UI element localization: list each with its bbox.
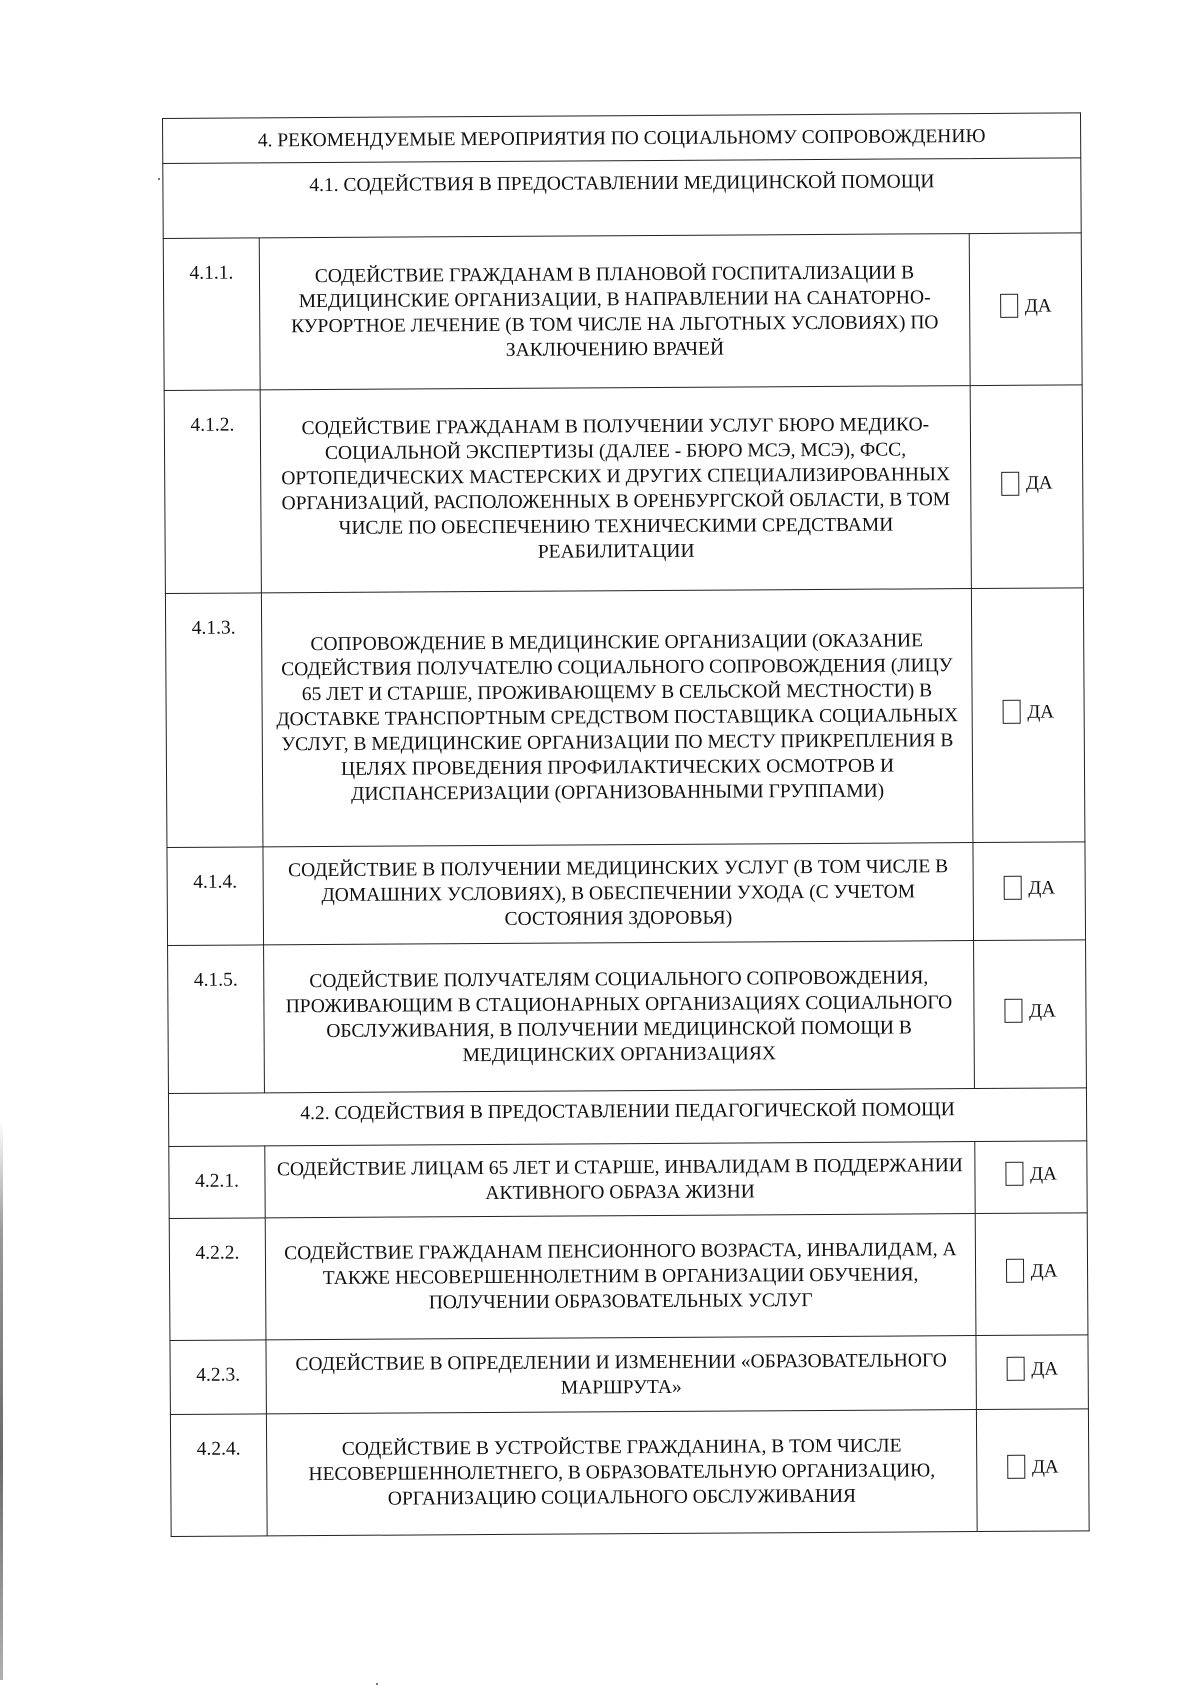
yes-checkbox-label: ДА: [1030, 1260, 1058, 1282]
table-row: [170, 1409, 1089, 1537]
section-header-row: [163, 113, 1081, 164]
yes-checkbox-group[interactable]: [1006, 1356, 1058, 1381]
table-row: [168, 940, 1087, 1094]
item-text: СОДЕЙСТВИЕ ПОЛУЧАТЕЛЯМ СОЦИАЛЬНОГО СОПРОВОЖДЕНИЯ, ПРОЖИВАЮЩИМ В СТАЦИОНАРНЫХ ОРГАНИЗАЦИЯХ СОЦИАЛЬНОГО ОБСЛУЖИВАНИЯ, В ПОЛУЧЕНИИ МЕДИЦИНСКОЙ ПОМОЩИ В МЕДИЦИНСКИХ ОРГАНИЗАЦИЯХ: [264, 941, 975, 1093]
item-text: СОДЕЙСТВИЕ ГРАЖДАНАМ В ПЛАНОВОЙ ГОСПИТАЛИЗАЦИИ В МЕДИЦИНСКИЕ ОРГАНИЗАЦИИ, В НАПРАВЛЕНИИ НА САНАТОРНО-КУРОРТНОЕ ЛЕЧЕНИЕ (В ТОМ ЧИСЛЕ НА ЛЬГОТНЫХ УСЛОВИЯХ) ПО ЗАКЛЮЧЕНИЮ ВРАЧЕЙ: [259, 234, 970, 390]
table-row: [170, 1335, 1088, 1415]
item-number: 4.2.3.: [170, 1340, 266, 1415]
yes-checkbox-label: ДА: [1025, 472, 1053, 494]
item-number: 4.1.3.: [165, 593, 263, 848]
item-check-cell: [971, 588, 1085, 843]
yes-checkbox-group[interactable]: [1003, 875, 1055, 900]
item-check-cell: [974, 940, 1087, 1089]
subsection-header-row: [163, 158, 1081, 239]
scan-speck: [158, 178, 160, 180]
table-row: [164, 385, 1083, 594]
item-text: СОДЕЙСТВИЕ ЛИЦАМ 65 ЛЕТ И СТАРШЕ, ИНВАЛИДАМ В ПОДДЕРЖАНИИ АКТИВНОГО ОБРАЗА ЖИЗНИ: [265, 1142, 975, 1218]
item-check-cell: [970, 385, 1083, 589]
yes-checkbox-group[interactable]: [1007, 1454, 1059, 1479]
document-sheet: [162, 112, 1089, 1537]
item-check-cell: [969, 233, 1082, 386]
section-title: 4. РЕКОМЕНДУЕМЫЕ МЕРОПРИЯТИЯ ПО СОЦИАЛЬНОМУ СОПРОВОЖДЕНИЮ: [163, 113, 1081, 164]
item-check-cell: [975, 1141, 1087, 1214]
yes-checkbox[interactable]: [1007, 1455, 1025, 1479]
item-check-cell: [973, 842, 1086, 941]
item-text: СОДЕЙСТВИЕ В ПОЛУЧЕНИИ МЕДИЦИНСКИХ УСЛУГ (В ТОМ ЧИСЛЕ В ДОМАШНИХ УСЛОВИЯХ), В ОБЕСПЕЧЕНИИ УХОДА (С УЧЕТОМ СОСТОЯНИЯ ЗДОРОВЬЯ): [263, 843, 974, 945]
yes-checkbox-group[interactable]: [1006, 1258, 1058, 1283]
subsection-header-row: [168, 1088, 1086, 1147]
table-row: [167, 842, 1086, 946]
yes-checkbox[interactable]: [1000, 294, 1018, 318]
social-support-table: [162, 112, 1090, 1537]
yes-checkbox-label: ДА: [1030, 1163, 1057, 1185]
item-text: СОПРОВОЖДЕНИЕ В МЕДИЦИНСКИЕ ОРГАНИЗАЦИИ (ОКАЗАНИЕ СОДЕЙСТВИЯ ПОЛУЧАТЕЛЮ СОЦИАЛЬНОГО СОПРОВОЖДЕНИЯ (ЛИЦУ 65 ЛЕТ И СТАРШЕ, ПРОЖИВАЮЩЕМУ В СЕЛЬСКОЙ МЕСТНОСТИ) В ДОСТАВКЕ ТРАНСПОРТНЫМ СРЕДСТВОМ ПОСТАВЩИКА СОЦИАЛЬНЫХ УСЛУГ, В МЕДИЦИНСКИЕ ОРГАНИЗАЦИИ ПО МЕСТУ ПРИКРЕПЛЕНИЯ В ЦЕЛЯХ ПРОВЕДЕНИЯ ПРОФИЛАКТИЧЕСКИХ ОСМОТРОВ И ДИСПАНСЕРИЗАЦИИ (ОРГАНИЗОВАННЫМИ ГРУППАМИ): [261, 589, 973, 847]
yes-checkbox[interactable]: [1002, 700, 1020, 724]
yes-checkbox-label: ДА: [1028, 877, 1056, 899]
scan-speck: [376, 1683, 378, 1685]
yes-checkbox-group[interactable]: [1002, 699, 1054, 724]
yes-checkbox-label: ДА: [1031, 1358, 1059, 1380]
table-row: [165, 588, 1085, 848]
yes-checkbox[interactable]: [1005, 1162, 1023, 1186]
yes-checkbox-label: ДА: [1031, 1456, 1059, 1478]
table-row: [169, 1141, 1087, 1219]
item-number: 4.1.5.: [168, 945, 265, 1094]
yes-checkbox[interactable]: [1001, 472, 1019, 496]
scan-page-edge: [0, 1120, 3, 1680]
table-body: [163, 113, 1090, 1537]
yes-checkbox[interactable]: [1003, 876, 1021, 900]
yes-checkbox-label: ДА: [1029, 1000, 1056, 1022]
table-row: [169, 1213, 1088, 1341]
yes-checkbox-group[interactable]: [1001, 471, 1053, 496]
item-check-cell: [976, 1335, 1088, 1410]
item-number: 4.2.1.: [169, 1146, 265, 1219]
item-number: 4.1.4.: [167, 847, 264, 946]
yes-checkbox-label: ДА: [1027, 701, 1055, 723]
table-row: [163, 233, 1082, 391]
item-check-cell: [975, 1213, 1088, 1336]
yes-checkbox[interactable]: [1006, 1357, 1024, 1381]
item-number: 4.1.2.: [164, 390, 261, 594]
yes-checkbox[interactable]: [1004, 999, 1022, 1023]
item-text: СОДЕЙСТВИЕ ГРАЖДАНАМ ПЕНСИОННОГО ВОЗРАСТА, ИНВАЛИДАМ, А ТАКЖЕ НЕСОВЕРШЕННОЛЕТНИМ В ОРГАНИЗАЦИИ ОБУЧЕНИЯ, ПОЛУЧЕНИИ ОБРАЗОВАТЕЛЬНЫХ УСЛУГ: [265, 1214, 976, 1340]
yes-checkbox[interactable]: [1006, 1259, 1024, 1283]
yes-checkbox-group[interactable]: [1000, 293, 1052, 318]
item-check-cell: [976, 1409, 1089, 1532]
item-number: 4.2.4.: [170, 1414, 267, 1537]
yes-checkbox-group[interactable]: [1005, 1161, 1057, 1186]
subsection-title-medical: 4.1. СОДЕЙСТВИЯ В ПРЕДОСТАВЛЕНИИ МЕДИЦИНСКОЙ ПОМОЩИ: [163, 158, 1081, 239]
yes-checkbox-label: ДА: [1024, 295, 1052, 317]
item-text: СОДЕЙСТВИЕ ГРАЖДАНАМ В ПОЛУЧЕНИИ УСЛУГ БЮРО МЕДИКО-СОЦИАЛЬНОЙ ЭКСПЕРТИЗЫ (ДАЛЕЕ - БЮРО МСЭ, МСЭ), ФСС, ОРТОПЕДИЧЕСКИХ МАСТЕРСКИХ И ДРУГИХ СПЕЦИАЛИЗИРОВАННЫХ ОРГАНИЗАЦИЙ, РАСПОЛОЖЕННЫХ В ОРЕНБУРГСКОЙ ОБЛАСТИ, В ТОМ ЧИСЛЕ ПО ОБЕСПЕЧЕНИЮ ТЕХНИЧЕСКИМИ СРЕДСТВАМИ РЕАБИЛИТАЦИИ: [260, 386, 971, 593]
subsection-title-pedagogical: 4.2. СОДЕЙСТВИЯ В ПРЕДОСТАВЛЕНИИ ПЕДАГОГИЧЕСКОЙ ПОМОЩИ: [168, 1088, 1086, 1147]
item-text: СОДЕЙСТВИЕ В УСТРОЙСТВЕ ГРАЖДАНИНА, В ТОМ ЧИСЛЕ НЕСОВЕРШЕННОЛЕТНЕГО, В ОБРАЗОВАТЕЛЬНУЮ ОРГАНИЗАЦИЮ, ОРГАНИЗАЦИЮ СОЦИАЛЬНОГО ОБСЛУЖИВАНИЯ: [266, 1410, 977, 1536]
item-text: СОДЕЙСТВИЕ В ОПРЕДЕЛЕНИИ И ИЗМЕНЕНИИ «ОБРАЗОВАТЕЛЬНОГО МАРШРУТА»: [266, 1336, 976, 1414]
item-number: 4.2.2.: [169, 1218, 266, 1341]
yes-checkbox-group[interactable]: [1004, 998, 1056, 1023]
item-number: 4.1.1.: [163, 238, 260, 391]
